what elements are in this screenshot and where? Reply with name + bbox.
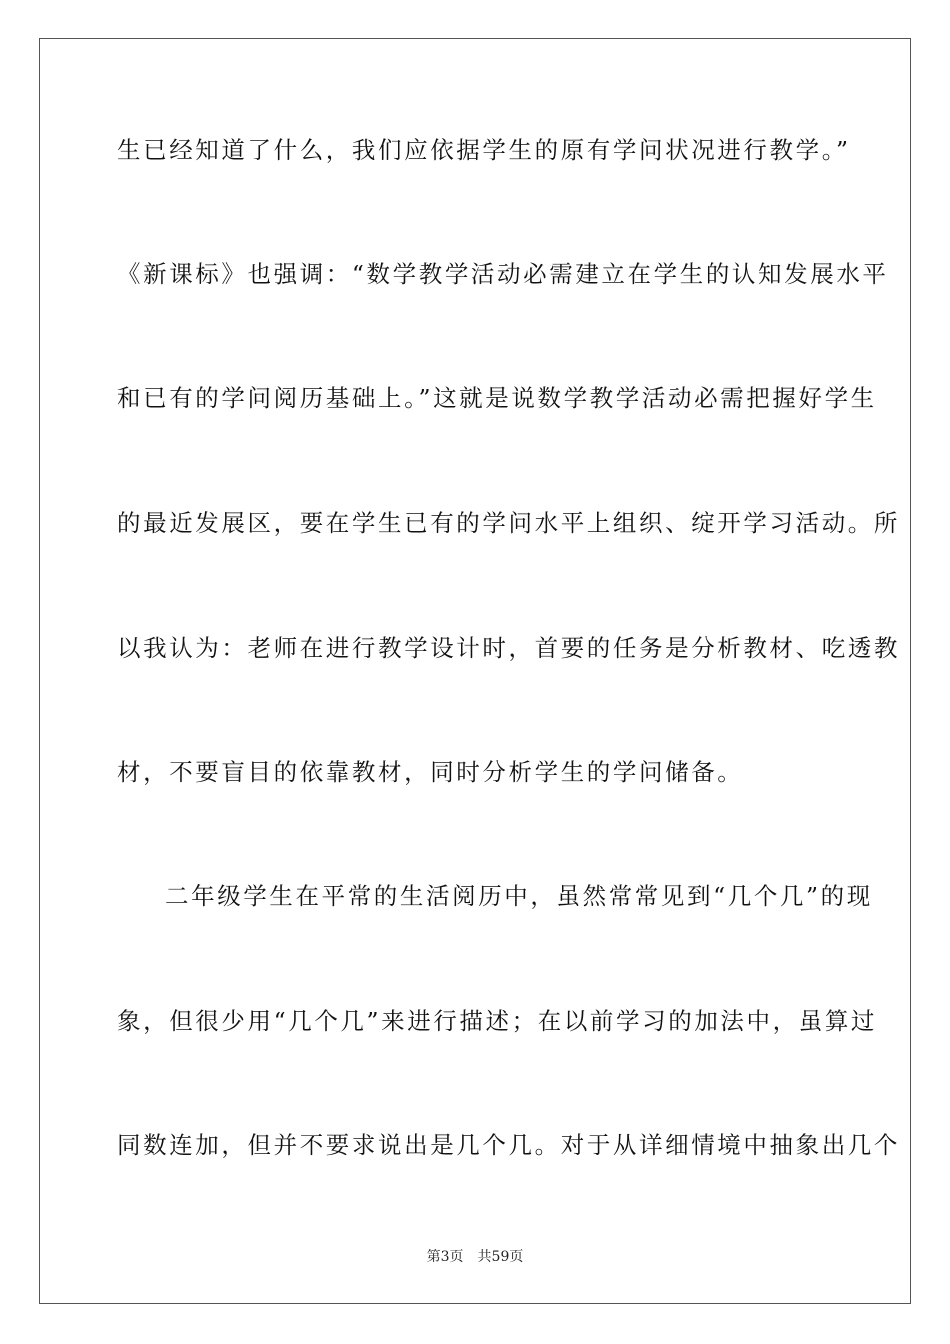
body-text-line-9: 同数连加，但并不要求说出是几个几。对于从详细情境中抽象出几个 (117, 1131, 900, 1159)
page-border (39, 38, 911, 1304)
page-footer (0, 1248, 950, 1266)
body-text-line-6: 材，不要盲目的依靠教材，同时分析学生的学问储备。 (117, 758, 744, 786)
page-number-current: 第3页 (426, 1249, 464, 1265)
body-text-line-5: 以我认为：老师在进行教学设计时，首要的任务是分析教材、吃透教 (117, 634, 900, 662)
body-text-line-7: 二年级学生在平常的生活阅历中，虽然常常见到“几个几”的现 (165, 882, 873, 910)
body-text-line-4: 的最近发展区，要在学生已有的学问水平上组织、绽开学习活动。所 (117, 509, 900, 537)
body-text-line-1: 生已经知道了什么，我们应依据学生的原有学问状况进行教学。” (117, 136, 851, 164)
page-number-total: 共59页 (477, 1249, 524, 1265)
body-text-line-3: 和已有的学问阅历基础上。”这就是说数学教学活动必需把握好学生 (117, 384, 877, 412)
body-text-line-2: 《新课标》也强调：“数学教学活动必需建立在学生的认知发展水平 (117, 260, 889, 288)
body-text-line-8: 象，但很少用“几个几”来进行描述；在以前学习的加法中，虽算过 (117, 1007, 878, 1035)
